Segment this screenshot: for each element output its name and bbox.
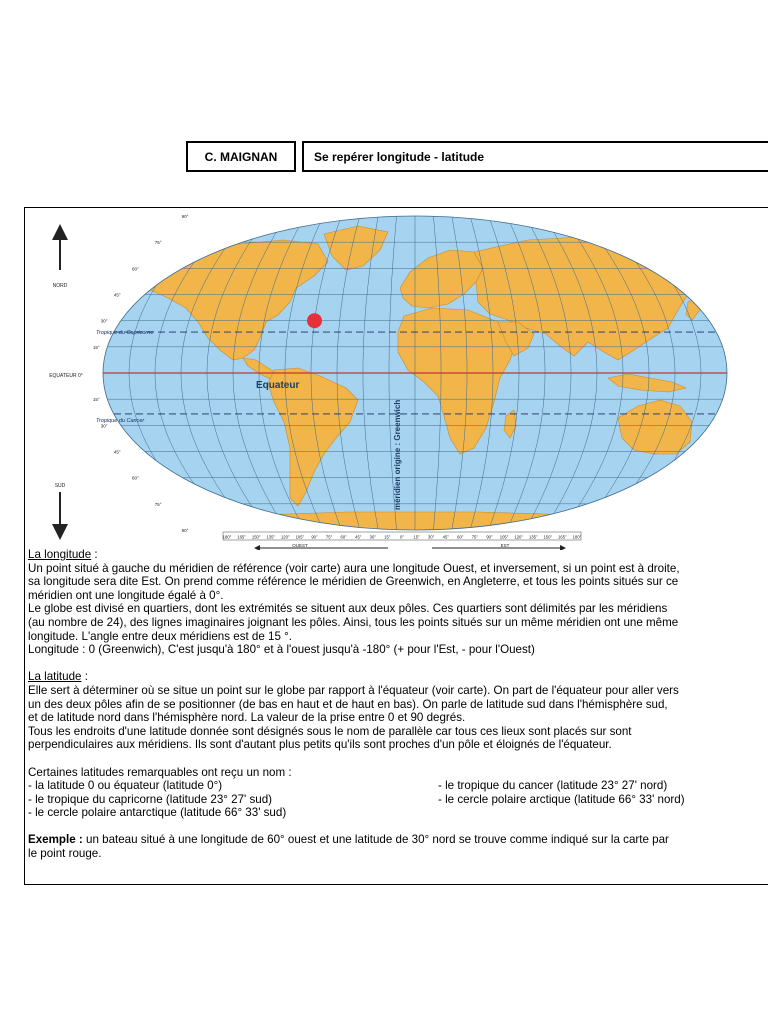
latitude-line: Elle sert à déterminer où se situe un point sur le globe par rapport à l'équateur (voir carte). On part de l'équateur pour aller vers — [28, 683, 679, 697]
longitude-tick-label: 30° — [428, 534, 435, 540]
latitude-tick-label: 45° — [113, 449, 121, 455]
longitude-line: (au nombre de 24), des lignes imaginaires joignant les pôles. Ainsi, tous les points situés sur un même méridien ont une même — [28, 615, 679, 629]
remarkable-item: - la latitude 0 ou équateur (latitude 0°) — [28, 779, 223, 793]
latitude-line: un des deux pôles afin de se positionner (de bas en haut et de haut en bas). On parle de latitude sud dans l'hémisphère sud, — [28, 697, 668, 711]
latitude-tick-label: 30° — [100, 423, 108, 429]
ouest-label: OUEST — [292, 543, 308, 548]
latitude-tick-label: 45° — [113, 292, 121, 298]
longitude-tick-label: 180° — [222, 534, 232, 540]
sud-arrow-icon — [52, 492, 68, 540]
boat-position-marker — [307, 313, 322, 328]
remarkable-intro: Certaines latitudes remarquables ont reçu un nom : — [28, 765, 292, 779]
latitude-title: La latitude — [28, 670, 82, 684]
latitude-tick-label: 75° — [154, 240, 162, 246]
remarkable-item: - le tropique du cancer (latitude 23° 27' nord) — [438, 779, 668, 793]
example-line: le point rouge. — [28, 847, 102, 861]
world-map-svg — [28, 210, 740, 550]
author-box — [186, 141, 296, 172]
longitude-line: sa longitude sera dite Est. On prend comme référence le méridien de Greenwich, en Angleterre, et tous les points situés sur ce — [28, 575, 679, 589]
example-label: Exemple : — [28, 833, 83, 847]
nord-arrow-icon — [52, 224, 68, 270]
longitude-tick-label: 0° — [399, 534, 405, 540]
longitude-tick-label: 90° — [311, 534, 318, 540]
remarkable-item: - le cercle polaire antarctique (latitude 66° 33' sud) — [28, 806, 287, 820]
longitude-tick-label: 60° — [457, 534, 464, 540]
title-box — [302, 141, 768, 172]
latitude-tick-label: 15° — [92, 397, 100, 403]
longitude-tick-label: 120° — [514, 534, 524, 540]
longitude-tick-label: 135° — [266, 534, 276, 540]
longitude-tick-label: 150° — [251, 534, 261, 540]
world-map — [28, 210, 740, 550]
longitude-tick-label: 45° — [355, 534, 362, 540]
longitude-heading — [28, 548, 756, 562]
tropique-capricorne-label: Tropique du Capricorne — [96, 330, 154, 336]
remarkable-item: - le tropique du capricorne (latitude 23° 27' sud) — [28, 792, 273, 806]
longitude-tick-label: 165° — [558, 534, 567, 540]
longitude-line: Longitude : 0 (Greenwich), C'est jusqu'à 180° et à l'ouest jusqu'à -180° (+ pour l'Est, - pour l'Ouest) — [28, 643, 535, 657]
longitude-title: La longitude — [28, 548, 92, 561]
latitude-tick-label: 30° — [100, 318, 108, 324]
equateur-label: Equateur — [256, 380, 300, 391]
longitude-title-suffix: : — [91, 548, 98, 561]
longitude-tick-label: 15° — [413, 534, 420, 540]
longitude-tick-label: 30° — [369, 534, 376, 540]
latitude-title-suffix: : — [81, 670, 88, 684]
latitude-tick-label: 15° — [92, 344, 100, 350]
longitude-tick-label: 75° — [325, 534, 333, 540]
author-name: C. MAIGNAN — [204, 149, 278, 164]
longitude-tick-label: 75° — [471, 534, 479, 540]
latitude-tick-label: 60° — [131, 475, 139, 481]
latitude-line: perpendiculaires aux méridiens. Ils sont d'autant plus petits qu'ils sont proches d'un pôle et éloignés de l'équateur. — [28, 738, 612, 752]
longitude-tick-label: 150° — [543, 534, 553, 540]
page-title: Se repérer longitude - latitude — [314, 149, 485, 164]
longitude-tick-label: 105° — [499, 534, 509, 540]
latitude-tick-label: 90° — [181, 214, 189, 219]
latitude-tick-label: 60° — [131, 266, 139, 272]
longitude-line: méridien ont une longitude égalé à 0°. — [28, 588, 224, 602]
longitude-tick-label: 15° — [384, 534, 391, 540]
latitude-tick-label: 90° — [181, 528, 189, 533]
latitude-heading — [28, 670, 756, 684]
sud-label: SUD — [54, 483, 66, 489]
longitude-tick-label: 120° — [280, 534, 290, 540]
explanation-text — [28, 548, 756, 861]
tropique-cancer-label: Tropique du Cancer — [96, 418, 145, 424]
longitude-tick-label: 165° — [237, 534, 246, 540]
latitude-line: Tous les endroits d'une latitude donnée sont désignés sous le nom de parallèle car tous ces lieux sont placés sur sont — [28, 724, 632, 738]
longitude-line: Un point situé à gauche du méridien de référence (voir carte) aura une longitude Ouest, et inversement, si un point est à droite, — [28, 561, 680, 575]
remarkable-item: - le cercle polaire arctique (latitude 66° 33' nord) — [438, 792, 685, 806]
remarkable-latitudes — [28, 779, 756, 820]
greenwich-label: méridien origine : Greenwich — [393, 399, 402, 510]
latitude-tick-label: 75° — [154, 501, 162, 507]
new-zealand — [710, 450, 722, 472]
longitude-tick-label: 135° — [528, 534, 538, 540]
example-paragraph — [28, 833, 756, 847]
longitude-tick-label: 180° — [572, 534, 582, 540]
longitude-tick-label: 105° — [295, 534, 305, 540]
longitude-line: Le globe est divisé en quartiers, dont les extrémités se situent aux deux pôles. Ces quartiers sont délimités par les méridiens — [28, 602, 668, 616]
longitude-tick-label: 90° — [486, 534, 493, 540]
equateur-side-label: EQUATEUR 0° — [49, 373, 83, 379]
nord-label: NORD — [52, 283, 68, 289]
example-text: un bateau situé à une longitude de 60° ouest et une latitude de 30° nord se trouve comme indiqué sur la carte par — [82, 833, 669, 847]
est-label: EST — [500, 543, 510, 548]
longitude-tick-label: 45° — [442, 534, 449, 540]
longitude-line: longitude. L'angle entre deux méridiens est de 15 °. — [28, 629, 293, 643]
longitude-tick-label: 60° — [340, 534, 347, 540]
antarctica — [108, 512, 728, 550]
latitude-line: et de latitude nord dans l'hémisphère nord. La valeur de la prise entre 0 et 90 degrés. — [28, 711, 466, 725]
